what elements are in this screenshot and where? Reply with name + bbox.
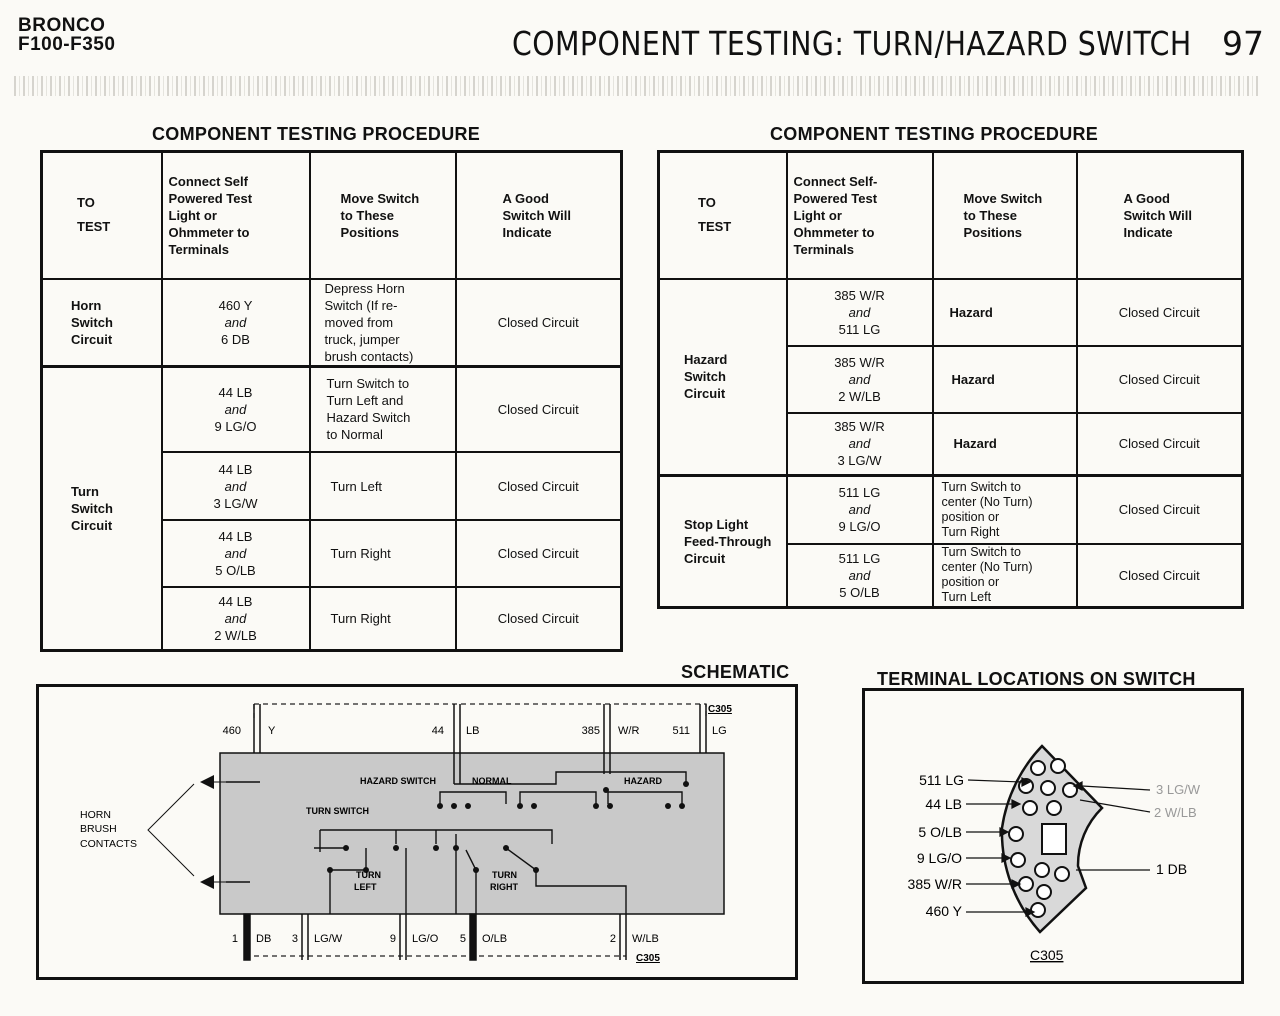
result-header: A Good Switch Will Indicate — [456, 152, 622, 279]
model-line-1: BRONCO — [18, 15, 106, 36]
turn-result-2: Closed Circuit — [456, 452, 622, 520]
turn-switch-label: TURN SWITCH — [306, 806, 369, 816]
turn-left-label-1: TURN — [356, 870, 381, 880]
stoplight-positions-2: Turn Switch to center (No Turn) position or Turn Left — [933, 544, 1077, 608]
stoplight-result-2: Closed Circuit — [1077, 544, 1243, 608]
turn-right-label-1: TURN — [492, 870, 517, 880]
turn-terminals-1: 44 LB and 9 LG/O — [162, 366, 310, 452]
hazard-switch-label: HAZARD SWITCH — [360, 776, 436, 786]
connect-header: Connect Self Powered Test Light or Ohmmeter to Terminals — [162, 152, 310, 279]
right-header-row — [659, 152, 1243, 279]
connector-bottom-label: C305 — [636, 953, 660, 964]
header-rule — [14, 76, 1258, 96]
wire-9-color: LG/O — [412, 933, 439, 945]
stoplight-label: Stop Light Feed-Through Circuit — [659, 476, 787, 608]
wire-44-num: 44 — [431, 725, 444, 737]
connector-key-slot — [1042, 824, 1066, 854]
wire-5-num: 5 — [459, 933, 466, 945]
horn-row — [42, 279, 622, 367]
hazard-positions-2: Hazard — [933, 346, 1077, 413]
turn-positions-3: Turn Right — [310, 520, 456, 587]
turn-label: Turn Switch Circuit — [42, 366, 162, 650]
terminal-label-3: 3 LG/W — [1156, 782, 1201, 797]
connect-header-right: Connect Self- Powered Test Light or Ohmmeter to Terminals — [787, 152, 933, 279]
stoplight-positions-1: Turn Switch to center (No Turn) position or Turn Right — [933, 476, 1077, 544]
turn-terminals-3: 44 LB and 5 O/LB — [162, 520, 310, 587]
to-test-header: TO TEST — [42, 152, 162, 279]
schematic-diagram — [36, 684, 798, 980]
model-label — [18, 16, 115, 54]
hazard-terminals-2: 385 W/R and 2 W/LB — [787, 346, 933, 413]
page-number: 97 — [1222, 24, 1264, 63]
turn-result-4: Closed Circuit — [456, 587, 622, 650]
to-test-header-right: TO TEST — [659, 152, 787, 279]
horn-result: Closed Circuit — [456, 279, 622, 367]
turn-terminals-4: 44 LB and 2 W/LB — [162, 587, 310, 650]
wire-1-color: DB — [256, 933, 272, 945]
stoplight-result-1: Closed Circuit — [1077, 476, 1243, 544]
model-line-2: F100-F350 — [18, 34, 116, 55]
turn-row-1 — [42, 366, 622, 452]
hazard-result-1: Closed Circuit — [1077, 279, 1243, 346]
connector-top-label: C305 — [708, 704, 732, 715]
hazard-positions-1: Hazard — [933, 279, 1077, 346]
wire-44-color: LB — [466, 725, 480, 737]
hazard-positions-3: Hazard — [933, 413, 1077, 476]
terminal-diagram — [862, 688, 1244, 984]
horn-label-2: BRUSH — [80, 823, 117, 835]
terminal-title: TERMINAL LOCATIONS ON SWITCH — [877, 669, 1196, 689]
horn-terminals: 460 Y and 6 DB — [162, 279, 310, 367]
stoplight-terminals-2: 511 LG and 5 O/LB — [787, 544, 933, 608]
turn-positions-1: Turn Switch to Turn Left and Hazard Switch to Normal — [310, 366, 456, 452]
wire-385-num: 385 — [581, 725, 600, 737]
result-header-right: A Good Switch Will Indicate — [1077, 152, 1243, 279]
wire-9-num: 9 — [389, 933, 396, 945]
turn-left-label-2: LEFT — [354, 882, 377, 892]
right-test-table — [657, 150, 1244, 609]
turn-positions-4: Turn Right — [310, 587, 456, 650]
stoplight-terminals-1: 511 LG and 9 LG/O — [787, 476, 933, 544]
turn-result-1: Closed Circuit — [456, 366, 622, 452]
wire-3-num: 3 — [291, 933, 298, 945]
wire-385-color: W/R — [618, 725, 640, 737]
hazard-result-3: Closed Circuit — [1077, 413, 1243, 476]
wire-460-color: Y — [268, 725, 276, 737]
right-table-title: COMPONENT TESTING PROCEDURE — [770, 124, 1099, 144]
wire-511-num: 511 — [672, 725, 690, 737]
hazard-terminals-3: 385 W/R and 3 LG/W — [787, 413, 933, 476]
left-header-row — [42, 152, 622, 279]
hazard-terminals-1: 385 W/R and 511 LG — [787, 279, 933, 346]
horn-leader — [148, 782, 226, 882]
page-title: COMPONENT TESTING: TURN/HAZARD SWITCH — [512, 24, 1192, 63]
terminal-label-2: 2 W/LB — [1154, 805, 1197, 820]
terminal-label-5: 5 O/LB — [918, 824, 962, 840]
normal-label: NORMAL — [472, 776, 512, 786]
left-table-title: COMPONENT TESTING PROCEDURE — [152, 124, 481, 144]
wire-511-color: LG — [712, 725, 727, 737]
stoplight-row-1 — [659, 476, 1243, 544]
hazard-position-label: HAZARD — [624, 776, 662, 786]
terminal-label-460: 460 Y — [925, 903, 962, 919]
horn-label-3: CONTACTS — [80, 838, 137, 850]
wire-2-color: W/LB — [632, 933, 659, 945]
turn-result-3: Closed Circuit — [456, 520, 622, 587]
terminal-label-9: 9 LG/O — [916, 850, 962, 866]
hazard-result-2: Closed Circuit — [1077, 346, 1243, 413]
wire-1-num: 1 — [231, 933, 238, 945]
terminal-label-44: 44 LB — [925, 796, 962, 812]
wire-3-color: LG/W — [314, 933, 343, 945]
turn-positions-2: Turn Left — [310, 452, 456, 520]
terminal-connector-label: C305 — [1030, 947, 1064, 963]
terminal-label-511: 511 LG — [919, 772, 964, 788]
schematic-title: SCHEMATIC — [681, 662, 790, 682]
turn-right-label-2: RIGHT — [490, 882, 518, 892]
horn-arrows — [200, 775, 214, 889]
horn-positions: Depress Horn Switch (If re- moved from truck, jumper brush contacts) — [310, 279, 456, 367]
terminal-label-385: 385 W/R — [907, 876, 962, 892]
horn-label-1: HORN — [80, 809, 111, 821]
wire-5-color: O/LB — [482, 933, 508, 945]
hazard-row-1 — [659, 279, 1243, 346]
wire-460-num: 460 — [222, 725, 241, 737]
turn-terminals-2: 44 LB and 3 LG/W — [162, 452, 310, 520]
move-header: Move Switch to These Positions — [310, 152, 456, 279]
terminal-label-1: 1 DB — [1156, 861, 1188, 877]
wire-2-num: 2 — [609, 933, 616, 945]
left-test-table — [40, 150, 623, 652]
hazard-label: Hazard Switch Circuit — [659, 279, 787, 476]
move-header-right: Move Switch to These Positions — [933, 152, 1077, 279]
horn-label: Horn Switch Circuit — [42, 279, 162, 367]
